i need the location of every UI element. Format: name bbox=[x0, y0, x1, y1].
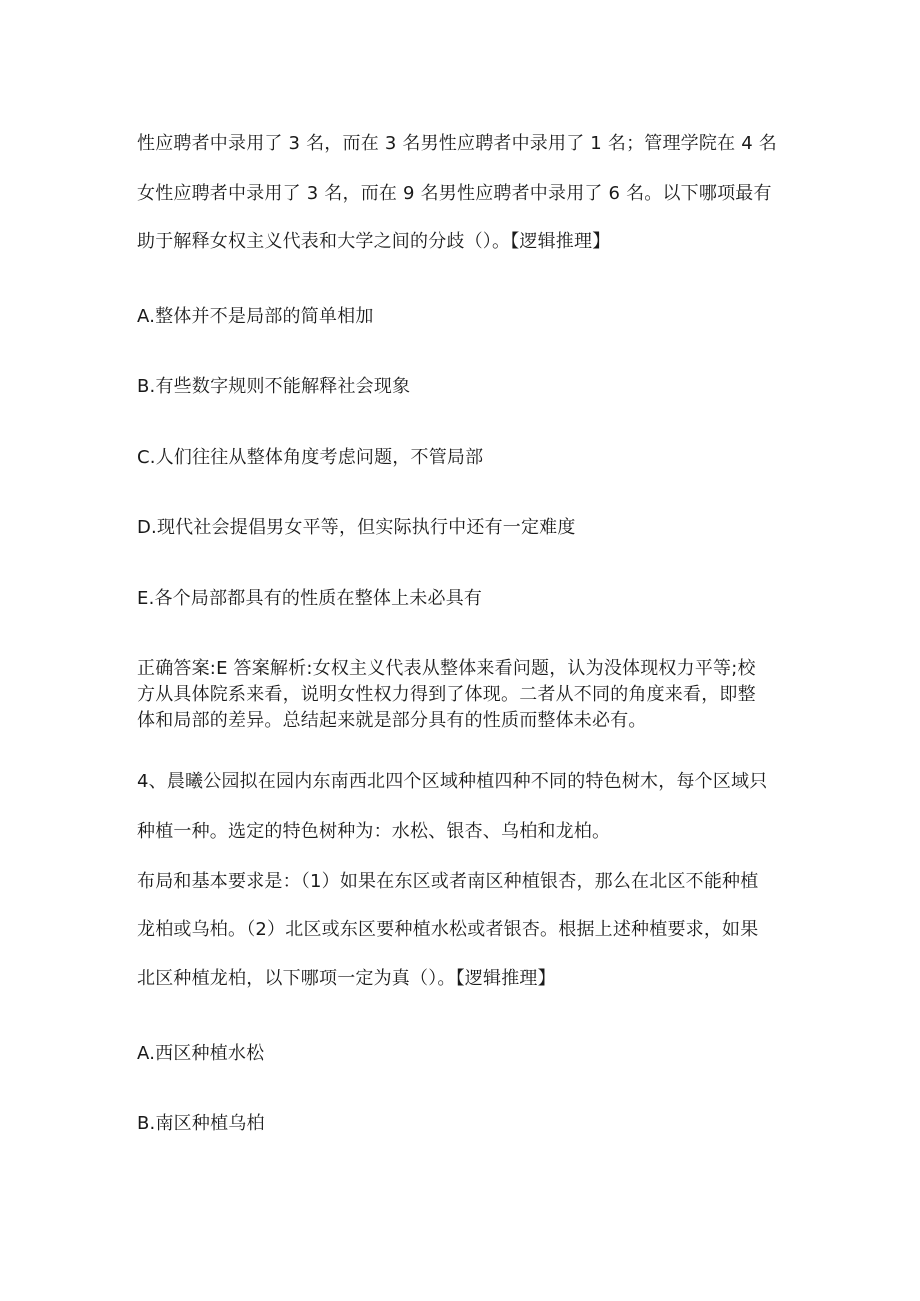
question3-text-line-3: 助于解释女权主义代表和大学之间的分歧（）。【逻辑推理】 bbox=[137, 231, 611, 252]
question4-text-line-5: 北区种植龙柏，以下哪项一定为真（）。【逻辑推理】 bbox=[137, 968, 556, 989]
question3-text-line-2: 女性应聘者中录用了 3 名，而在 9 名男性应聘者中录用了 6 名。以下哪项最有 bbox=[137, 183, 772, 204]
question4-text-line-1: 4、晨曦公园拟在园内东南西北四个区域种植四种不同的特色树木，每个区域只 bbox=[137, 771, 768, 792]
question4-text-line-2: 种植一种。选定的特色树种为：水松、银杏、乌柏和龙柏。 bbox=[137, 821, 611, 842]
question4-option-b: B.南区种植乌柏 bbox=[137, 1113, 265, 1134]
question3-text-line-1: 性应聘者中录用了 3 名，而在 3 名男性应聘者中录用了 1 名；管理学院在 4 名 bbox=[137, 133, 777, 154]
question3-option-c: C.人们往往从整体角度考虑问题，不管局部 bbox=[137, 447, 484, 468]
question3-answer-line-1: 正确答案:E 答案解析:女权主义代表从整体来看问题，认为没体现权力平等;校 bbox=[137, 658, 756, 679]
question4-text-line-4: 龙柏或乌柏。（2）北区或东区要种植水松或者银杏。根据上述种植要求，如果 bbox=[137, 919, 759, 940]
question3-option-d: D.现代社会提倡男女平等，但实际执行中还有一定难度 bbox=[137, 517, 576, 538]
question3-answer-line-2: 方从具体院系来看，说明女性权力得到了体现。二者从不同的角度来看，即整 bbox=[137, 684, 756, 705]
question3-option-e: E.各个局部都具有的性质在整体上未必具有 bbox=[137, 588, 483, 609]
question3-option-a: A.整体并不是局部的简单相加 bbox=[137, 306, 374, 327]
question4-option-a: A.西区种植水松 bbox=[137, 1043, 265, 1064]
question3-answer-line-3: 体和局部的差异。总结起来就是部分具有的性质而整体未必有。 bbox=[137, 710, 647, 731]
question3-option-b: B.有些数字规则不能解释社会现象 bbox=[137, 376, 411, 397]
question4-text-line-3: 布局和基本要求是：（1）如果在东区或者南区种植银杏，那么在北区不能种植 bbox=[137, 871, 759, 892]
